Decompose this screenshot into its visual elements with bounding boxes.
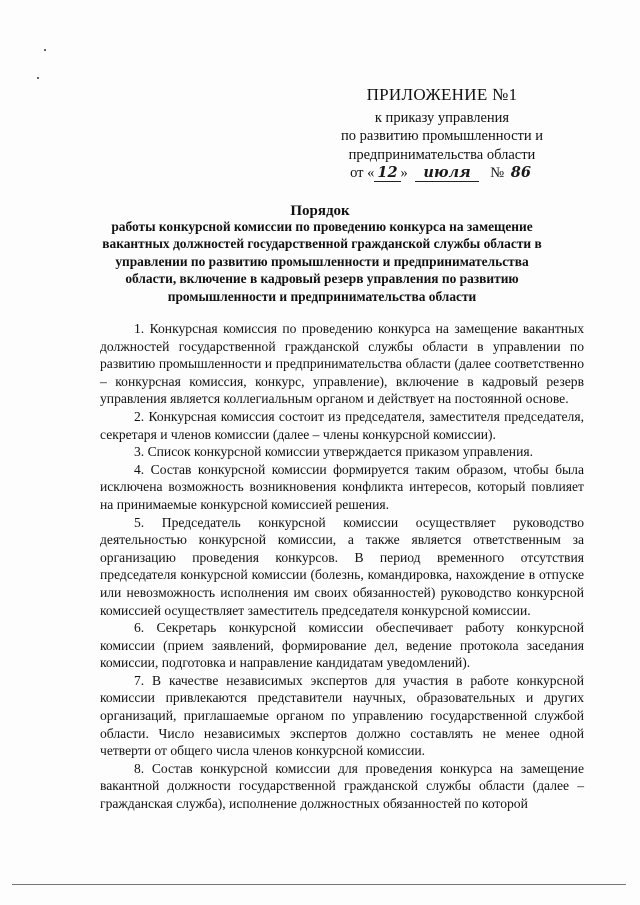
handwritten-month: июля (415, 164, 478, 182)
paragraph: 8. Состав конкурсной комиссии для проведения конкурса на замещение вакантной должности государственной гражданской службы области (далее – гражданская служба), исполнение должностных обязанностей по которой (100, 760, 584, 812)
appendix-header (322, 86, 562, 183)
scan-speck (44, 49, 46, 51)
number-label: № (490, 165, 505, 181)
order-title: Порядок (290, 203, 350, 219)
paragraph: 4. Состав конкурсной комиссии формируется таким образом, чтобы была исключена возможность возникновения конфликта интересов, который повлияет на принимаемые конкурсной комиссией решения. (100, 461, 584, 512)
paragraph: 1. Конкурсная комиссия по проведению конкурса на замещение вакантных должностей государственной гражданской службы области в управлении по развитию промышленности и предпринимательства области (далее соответственно – конкурсная комиссия, конкурс, управление), включение в кадровый резерв управления является коллегиальным органом и действует на постоянной основе. (100, 321, 584, 407)
paragraph: 3. Список конкурсной комиссии утверждается приказом управления. (134, 444, 533, 460)
order-subtitle: работы конкурсной комиссии по проведению конкурса на замещение вакантных должностей государственной гражданской службы области в управлении по развитию промышленности и предпринимательства области, включение в кадровый резерв управления по развитию промышленности и предпринимательства области (102, 219, 542, 304)
scan-speck (37, 77, 39, 79)
paragraph: 7. В качестве независимых экспертов для участия в работе конкурсной комиссии привлекаются представители научных, образовательных и других организаций, приглашаемые органом по управлению государственной службой области. Число независимых экспертов должно составлять не менее одной четверти от общего числа членов конкурсной комиссии. (100, 672, 584, 759)
paragraph: 2. Конкурсная комиссия состоит из председателя, заместителя председателя, секретаря и членов комиссии (далее – члены конкурсной комиссии). (100, 408, 584, 442)
appendix-line: по развитию промышленности и (341, 128, 543, 144)
appendix-date-line (322, 164, 562, 183)
date-prefix: от « (350, 165, 375, 181)
paragraph: 6. Секретарь конкурсной комиссии обеспечивает работу конкурсной комиссии (прием заявлений, формирование дел, ведение протокола заседания комиссии, подготовка и направление кандидатам уведомлений). (100, 620, 584, 671)
appendix-line: к приказу управления (374, 109, 510, 126)
date-mid: » (400, 165, 408, 181)
paragraph: 5. Председатель конкурсной комиссии осуществляет руководство деятельностью конкурсной комиссии, а также является ответственным за организацию проведения конкурсов. В период временного отсутствия председателя конкурсной комиссии (болезнь, командировка, нахождение в отпуске или невозможность исполнения им своих обязанностей) руководство конкурсной комиссией осуществляет заместитель председателя конкурсной комиссии. (100, 514, 584, 618)
document-body (100, 320, 584, 813)
handwritten-day: 12 (374, 164, 400, 182)
handwritten-number: 86 (510, 164, 531, 181)
scan-bottom-edge (12, 884, 626, 885)
appendix-line: предпринимательства области (348, 146, 536, 163)
appendix-title: ПРИЛОЖЕНИЕ №1 (366, 85, 518, 104)
